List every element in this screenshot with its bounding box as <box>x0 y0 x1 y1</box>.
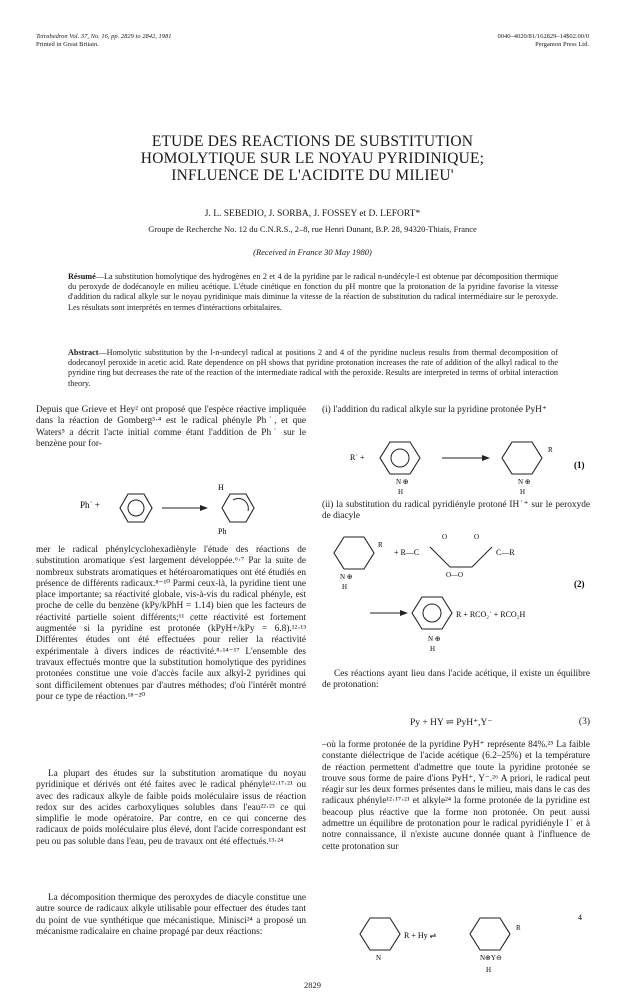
eq2-n-left: N ⊕ <box>340 573 353 581</box>
left-para-2: mer le radical phénylcyclohexadiènyle l'étude des réactions de substitution aromatique s'est largement développée.⁶·⁷ Par la suite de nombreux substrats aromatiques et hétéroaromatiques ont été étudiés en présence de différents radicaux.⁸⁻¹⁰ Parmi ceux-là, la pyridine tient une place importante; sa réactivité globale, vis-à-vis du radical phényle, est proche de celle du benzène (kPy/kPhH = 1.14) bien que les facteurs de réactivité partielle soient différents;¹¹ cette réactivité est fortement augmentée si la pyridine est protonée (kPyH+/kPy = 6.8).¹²·¹³ Différentes études ont été effectuées pour relier la réactivité expérimentale à divers indices de réactivité.⁸·¹⁴⁻¹⁷ L'ensemble des travaux effectués montre que la substitution homolytique des pyridines protonées constitue une voie d'accès facile aux alkyl-2 pyridines qui sont difficilement obtenues par d'autres méthodes; d'où l'intérêt montré pour ce type de réaction.¹⁸⁻²⁰ <box>36 545 306 702</box>
article-title <box>0 133 625 184</box>
eq2-o-top-2: O <box>474 533 480 541</box>
resume-label: Résumé <box>68 272 96 281</box>
left-para-1: Depuis que Grieve et Hey² ont proposé que l'espèce réactive impliquée dans la réaction de Gomberg³·⁴ est le radical phényle Ph˙, et que Waters⁵ a décrit l'acte initial comme étant l'addition de Ph˙ sur le benzène pour for- <box>36 405 306 449</box>
journal-header <box>36 33 171 49</box>
scheme-phenyl-addition <box>70 478 290 538</box>
eq3-label: (3) <box>578 717 590 727</box>
page-number: 2829 <box>304 980 321 990</box>
scheme-equation-4 <box>340 906 590 976</box>
right-para-1: Ces réactions ayant lieu dans l'acide acétique, il existe un équilibre de protonation: <box>322 669 590 691</box>
benzene-ring <box>120 494 152 522</box>
eq4-n-left: N <box>376 954 382 962</box>
eq4-left-ring <box>360 918 400 950</box>
right-step-2: (ii) la substitution du radical pyridiényle protoné IH˙⁺ sur le peroxyde de diacyle <box>322 500 590 522</box>
publisher-name: Pergamon Press Ltd. <box>535 41 589 48</box>
radical-arc <box>233 498 248 511</box>
eq2-h-right: H <box>430 645 436 653</box>
resume-text: —La substitution homolytique des hydrogènes en 2 et 4 de la pyridine par le radical n-undécyle-l est obtenue par décomposition thermique du peroxyde de dodécanoyle en milieu acétique. L'étude cinétique en fonction du pH montre que la protonation de la pyridine favorise la vitesse d'addition du radical alkyle sur le noyau pyridinique mais diminue la vitesse de la réaction de substitution du radical intermédiaire sur le peroxyde. Les résultats sont interprétés en termes d'intéractions orbitalaires. <box>68 272 558 312</box>
left-para-3: La plupart des études sur la substitution aromatique du noyau pyridinique et dérivés ont été faites avec le radical phényle¹²·¹⁷·²¹ ou avec des radicaux alkyle de faible poids moléculaire issus de réaction redox sur des acides carboxyliques solubles dans l'eau²²·²³ ce qui simplifie le mode opératoire. Par contre, en ce qui concerne des radicaux de poids moléculaire plus élevé, dont l'acide correspondant est peu ou pas soluble dans l'eau, peu de travaux ont été effectués.¹³·²⁴ <box>36 769 306 847</box>
publisher-header <box>497 33 589 49</box>
eq2-label: (2) <box>574 579 585 589</box>
eq2-products: R + RCO₂˙ + RCO₂H <box>456 610 526 619</box>
eq2-o-o: O—O <box>446 571 464 579</box>
right-step-1: (i) l'addition du radical alkyle sur la pyridine protonée PyH⁺ <box>322 405 547 415</box>
eq4-right-ring <box>470 918 510 950</box>
eq4-n-right: N⊕Y⊖ <box>480 954 502 962</box>
scheme-equation-2 <box>322 525 590 660</box>
author-list: J. L. SEBEDIO, J. SORBA, J. FOSSEY et D. LEFORT* <box>204 209 421 219</box>
peroxide-bridge <box>430 547 492 567</box>
printed-line: Printed in Great Britain. <box>36 41 99 48</box>
eq1-r: R <box>548 446 553 454</box>
aromatic-circle-2 <box>391 449 409 467</box>
eq4-r-right: R <box>516 924 521 932</box>
arrow-head <box>200 505 208 511</box>
title-line-3: INFLUENCE DE L'ACIDITE DU MILIEU' <box>171 167 454 184</box>
eq1-h: H <box>398 488 404 496</box>
eq2-r-left: R <box>378 541 383 549</box>
abstract-block <box>68 348 558 389</box>
eq1-n-plus-2: N ⊕ <box>518 478 531 486</box>
product-ring <box>412 597 452 629</box>
eq2-n-right: N ⊕ <box>428 635 441 643</box>
title-line-2: HOMOLYTIQUE SUR LE NOYAU PYRIDINIQUE; <box>140 150 485 167</box>
eq1-arrow-head <box>482 455 490 461</box>
intermediate-ring <box>502 442 542 474</box>
eq4-h-right: H <box>486 966 492 974</box>
received-date: (Received in France 30 May 1980) <box>253 247 372 257</box>
eq1-label: (1) <box>574 460 585 470</box>
abstract-text: —Homolytic substitution by the l-n-undecyl radical at positions 2 and 4 of the pyridine nucleus results from thermal decomposition of dodecanoyl peroxide in acetic acid. Rate dependence on pH shows that pyridine protonation increases the rate of addition of the alkyl radical to the pyridine ring but decreases the rate of the reaction of the intermediate radical with the peroxide. Results are interpreted in terms of orbital interaction theory. <box>68 348 558 388</box>
aromatic-circle <box>128 500 144 516</box>
abstract-label: Abstract <box>68 348 99 357</box>
eq2-o-top-1: O <box>442 533 448 541</box>
eq1-n-plus: N ⊕ <box>396 478 409 486</box>
eq4-label: 4 <box>578 913 582 922</box>
eq2-c-r: C—R <box>496 548 515 557</box>
eq1-r-plus: R˙ + <box>350 453 365 462</box>
scheme-ph2-label: Ph <box>218 527 227 536</box>
right-para-2: –où la forme protonée de la pyridine PyH⁺ représente 84%.²⁵ La faible constante diélectrique de l'acide acétique (6.2–25%) et la température de réaction permettent d'admettre que toute la pyridine protonée se trouve sous forme de paire d'ions PyH⁺, Y⁻.²⁶ A priori, le radical peut réagir sur les deux formes présentes dans le milieu, mais dans le cas des radicaux phényle¹²·¹⁷·²¹ et alkyle²⁴ la forme protonée de la pyridine est beacoup plus réactive que la forme non protonée. On peut aussi admettre un équilibre de protonation pour le radical pyridiényle I˙ et à notre connaissance, il n'existe aucune donnée quant à l'influence de cette protonation sur <box>322 740 590 852</box>
resume-block <box>68 272 558 313</box>
title-line-1: ETUDE DES REACTIONS DE SUBSTITUTION <box>151 133 474 150</box>
pyridinium-ring <box>380 442 420 474</box>
eq2-arrow-head <box>400 610 408 616</box>
journal-line: Tetrahedron Vol. 37, No. 16, pp. 2829 to 2842, 1981 <box>36 33 172 40</box>
eq1-h-2: H <box>520 488 526 496</box>
scheme-equation-1 <box>322 428 590 498</box>
scheme-h-label: H <box>218 483 224 492</box>
eq4-mid: R + Hy ⇌ <box>404 931 437 940</box>
eq2-plus-r: + R—C <box>394 548 420 557</box>
article-code: 0040–4020/81/162829–14$02.00/0 <box>497 33 589 40</box>
scheme-ph-label: Ph˙ + <box>80 500 100 510</box>
left-para-4: La décomposition thermique des peroxydes de diacyle constitue une autre source de radicaux alkyle utilisable pour effectuer des études tant du point de vue synthétique que mécanistique. Minisci²⁴ a proposé un mécanisme radicalaire en chaine propagé par deux réactions: <box>36 893 306 937</box>
radical-ring <box>334 537 374 569</box>
eq3-body: Py + HY ⇌ PyH⁺,Y⁻ <box>410 718 493 728</box>
aromatic-circle-3 <box>423 604 441 622</box>
eq2-h-left: H <box>342 583 348 591</box>
affiliation: Groupe de Recherche No. 12 du C.N.R.S., 2–8, rue Henri Dunant, B.P. 28, 94320-Thiais, France <box>148 224 477 234</box>
